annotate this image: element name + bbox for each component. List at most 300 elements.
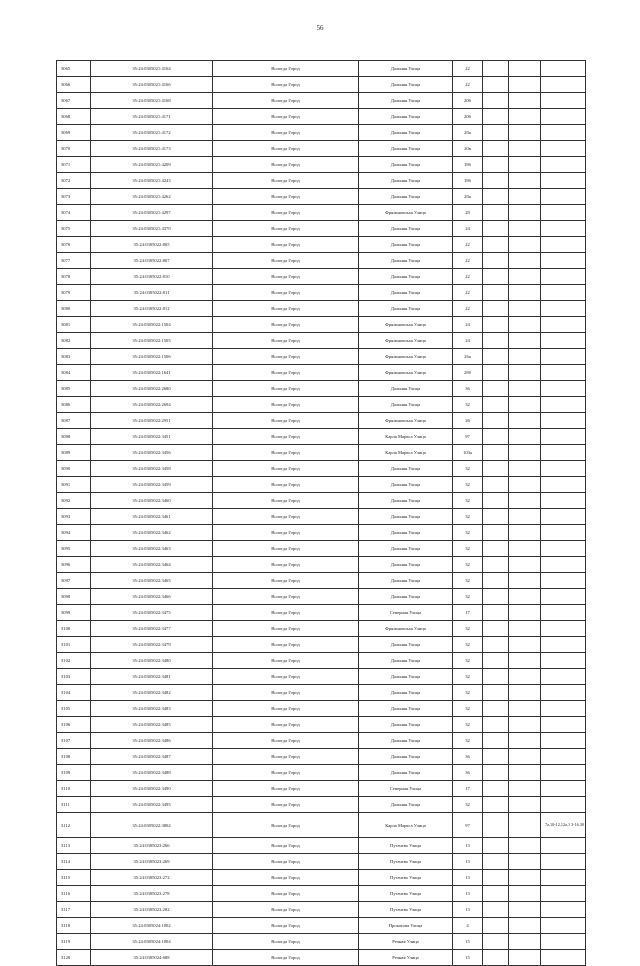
blank-cell (483, 333, 509, 349)
blank-cell (509, 125, 541, 141)
street-cell: Фрязиновская Улица (359, 621, 453, 637)
blank-cell (509, 557, 541, 573)
street-cell: Дальняя Улица (359, 493, 453, 509)
blank-cell (483, 141, 509, 157)
blank-cell (483, 525, 509, 541)
row-number-cell: 3119 (57, 934, 91, 950)
locality-cell: Вологда Город (213, 605, 359, 621)
blank-cell (509, 445, 541, 461)
cadastral-number-cell: 35:24:0305022:3479 (91, 637, 213, 653)
locality-cell: Вологда Город (213, 109, 359, 125)
cadastral-number-cell: 35:24:0305023:278 (91, 886, 213, 902)
cadastral-number-cell: 35:24:0305022:3459 (91, 477, 213, 493)
cadastral-number-cell: 35:24:0305022:1641 (91, 365, 213, 381)
table-row (57, 525, 586, 541)
house-number-cell: 13 (453, 870, 483, 886)
blank-cell (483, 77, 509, 93)
locality-cell: Вологда Город (213, 77, 359, 93)
street-cell: Фрязиновская Улица (359, 333, 453, 349)
row-number-cell: 3109 (57, 765, 91, 781)
street-cell: Северная Улица (359, 605, 453, 621)
house-number-cell: 22 (453, 269, 483, 285)
street-cell: Речная Улица (359, 934, 453, 950)
table-row (57, 317, 586, 333)
house-number-cell: 18б (453, 157, 483, 173)
blank-cell (483, 429, 509, 445)
cadastral-number-cell: 35:24:0305022:3477 (91, 621, 213, 637)
blank-cell (483, 918, 509, 934)
blank-cell (483, 717, 509, 733)
table-row (57, 838, 586, 854)
premises-note-cell (541, 669, 586, 685)
locality-cell: Вологда Город (213, 733, 359, 749)
table-row (57, 813, 586, 838)
row-number-cell: 3120 (57, 950, 91, 966)
house-number-cell: 32 (453, 637, 483, 653)
street-cell: Дальняя Улица (359, 285, 453, 301)
locality-cell: Вологда Город (213, 237, 359, 253)
row-number-cell: 3076 (57, 237, 91, 253)
locality-cell: Вологда Город (213, 477, 359, 493)
house-number-cell: 32 (453, 397, 483, 413)
table-row (57, 781, 586, 797)
premises-note-cell (541, 934, 586, 950)
house-number-cell: 32 (453, 461, 483, 477)
blank-cell (509, 157, 541, 173)
blank-cell (483, 765, 509, 781)
table-row (57, 509, 586, 525)
blank-cell (509, 413, 541, 429)
street-cell: Фрязиновская Улица (359, 317, 453, 333)
house-number-cell: 36 (453, 381, 483, 397)
blank-cell (509, 493, 541, 509)
house-number-cell: 32 (453, 525, 483, 541)
locality-cell: Вологда Город (213, 813, 359, 838)
row-number-cell: 3104 (57, 685, 91, 701)
blank-cell (509, 349, 541, 365)
row-number-cell: 3092 (57, 493, 91, 509)
table-row (57, 381, 586, 397)
blank-cell (483, 870, 509, 886)
house-number-cell: 32 (453, 669, 483, 685)
cadastral-number-cell: 35:24:0305022:3495 (91, 797, 213, 813)
premises-note-cell (541, 93, 586, 109)
street-cell: Прокатова Улица (359, 918, 453, 934)
row-number-cell: 3103 (57, 669, 91, 685)
blank-cell (509, 301, 541, 317)
street-cell: Дальняя Улица (359, 669, 453, 685)
cadastral-number-cell: 35:24:0305022:807 (91, 253, 213, 269)
premises-note-cell (541, 301, 586, 317)
cadastral-number-cell: 35:24:0305022:3802 (91, 813, 213, 838)
premises-note-cell (541, 685, 586, 701)
blank-cell (483, 253, 509, 269)
street-cell: Дальняя Улица (359, 397, 453, 413)
table-row (57, 253, 586, 269)
table-row (57, 285, 586, 301)
blank-cell (509, 621, 541, 637)
row-number-cell: 3081 (57, 317, 91, 333)
blank-cell (509, 717, 541, 733)
premises-note-cell (541, 317, 586, 333)
cadastral-number-cell: 35:24:0305021:4166 (91, 77, 213, 93)
blank-cell (509, 854, 541, 870)
cadastral-number-cell: 35:24:0305022:3451 (91, 429, 213, 445)
row-number-cell: 3065 (57, 61, 91, 77)
cadastral-number-cell: 35:24:0305022:810 (91, 269, 213, 285)
locality-cell: Вологда Город (213, 93, 359, 109)
blank-cell (483, 413, 509, 429)
locality-cell: Вологда Город (213, 349, 359, 365)
blank-cell (509, 886, 541, 902)
house-number-cell: 36 (453, 765, 483, 781)
premises-note-cell (541, 621, 586, 637)
table-row (57, 493, 586, 509)
blank-cell (509, 902, 541, 918)
locality-cell: Вологда Город (213, 509, 359, 525)
row-number-cell: 3068 (57, 109, 91, 125)
row-number-cell: 3093 (57, 509, 91, 525)
locality-cell: Вологда Город (213, 589, 359, 605)
street-cell: Дальняя Улица (359, 93, 453, 109)
cadastral-number-cell: 35:24:0305021:4168 (91, 93, 213, 109)
row-number-cell: 3089 (57, 445, 91, 461)
table-row (57, 557, 586, 573)
cadastral-number-cell: 35:24:0305021:4370 (91, 221, 213, 237)
blank-cell (509, 365, 541, 381)
row-number-cell: 3096 (57, 557, 91, 573)
premises-note-cell (541, 381, 586, 397)
blank-cell (483, 781, 509, 797)
house-number-cell: 20б (453, 109, 483, 125)
cadastral-number-cell: 35:24:0305021:4171 (91, 109, 213, 125)
premises-note-cell (541, 285, 586, 301)
house-number-cell: 22 (453, 77, 483, 93)
row-number-cell: 3079 (57, 285, 91, 301)
row-number-cell: 3110 (57, 781, 91, 797)
row-number-cell: 3101 (57, 637, 91, 653)
table-row (57, 301, 586, 317)
blank-cell (509, 429, 541, 445)
row-number-cell: 3072 (57, 173, 91, 189)
locality-cell: Вологда Город (213, 637, 359, 653)
locality-cell: Вологда Город (213, 621, 359, 637)
premises-note-cell (541, 557, 586, 573)
blank-cell (483, 733, 509, 749)
blank-cell (483, 477, 509, 493)
street-cell: Дальняя Улица (359, 525, 453, 541)
cadastral-number-cell: 35:24:0305022:3483 (91, 701, 213, 717)
locality-cell: Вологда Город (213, 838, 359, 854)
blank-cell (509, 477, 541, 493)
table-row (57, 854, 586, 870)
premises-note-cell (541, 221, 586, 237)
premises-note-cell (541, 749, 586, 765)
premises-note-cell (541, 950, 586, 966)
table-row (57, 701, 586, 717)
locality-cell: Вологда Город (213, 269, 359, 285)
row-number-cell: 3071 (57, 157, 91, 173)
street-cell: Дальняя Улица (359, 173, 453, 189)
blank-cell (483, 573, 509, 589)
table-row (57, 765, 586, 781)
house-number-cell: 32 (453, 621, 483, 637)
blank-cell (483, 813, 509, 838)
locality-cell: Вологда Город (213, 749, 359, 765)
premises-note-cell (541, 477, 586, 493)
cadastral-number-cell: 35:24:0305022:3475 (91, 605, 213, 621)
row-number-cell: 3115 (57, 870, 91, 886)
house-number-cell: 24 (453, 317, 483, 333)
premises-note-cell (541, 173, 586, 189)
street-cell: Карла Маркса Улица (359, 429, 453, 445)
locality-cell: Вологда Город (213, 886, 359, 902)
cadastral-number-cell: 35:24:0305021:4173 (91, 141, 213, 157)
blank-cell (483, 349, 509, 365)
locality-cell: Вологда Город (213, 902, 359, 918)
blank-cell (509, 141, 541, 157)
blank-cell (509, 109, 541, 125)
cadastral-number-cell: 35:24:0305022:3466 (91, 589, 213, 605)
blank-cell (509, 317, 541, 333)
street-cell: Дальняя Улица (359, 157, 453, 173)
locality-cell: Вологда Город (213, 381, 359, 397)
blank-cell (483, 886, 509, 902)
cadastral-number-cell: 35:24:0305022:3482 (91, 685, 213, 701)
cadastral-number-cell: 35:24:0305022:3487 (91, 749, 213, 765)
locality-cell: Вологда Город (213, 934, 359, 950)
blank-cell (483, 637, 509, 653)
row-number-cell: 3107 (57, 733, 91, 749)
premises-note-cell (541, 870, 586, 886)
table-row (57, 934, 586, 950)
house-number-cell: 32 (453, 701, 483, 717)
row-number-cell: 3112 (57, 813, 91, 838)
premises-note-cell (541, 797, 586, 813)
table-row (57, 77, 586, 93)
blank-cell (483, 189, 509, 205)
table-row (57, 605, 586, 621)
locality-cell: Вологда Город (213, 285, 359, 301)
house-number-cell: 15 (453, 934, 483, 950)
row-number-cell: 3088 (57, 429, 91, 445)
row-number-cell: 3102 (57, 653, 91, 669)
locality-cell: Вологда Город (213, 525, 359, 541)
blank-cell (509, 237, 541, 253)
cadastral-number-cell: 35:24:0305021:4172 (91, 125, 213, 141)
locality-cell: Вологда Город (213, 541, 359, 557)
house-number-cell: 32 (453, 685, 483, 701)
house-number-cell: 18б (453, 173, 483, 189)
locality-cell: Вологда Город (213, 157, 359, 173)
premises-note-cell (541, 413, 586, 429)
blank-cell (509, 189, 541, 205)
house-number-cell: 32 (453, 573, 483, 589)
cadastral-number-cell: 35:24:0305022:3480 (91, 653, 213, 669)
premises-note-cell (541, 854, 586, 870)
row-number-cell: 3117 (57, 902, 91, 918)
house-number-cell: 17 (453, 781, 483, 797)
cadastral-number-cell: 35:24:0305022:805 (91, 237, 213, 253)
locality-cell: Вологда Город (213, 854, 359, 870)
house-number-cell: 24 (453, 333, 483, 349)
street-cell: Дальняя Улица (359, 61, 453, 77)
street-cell: Фрязиновская Улица (359, 365, 453, 381)
row-number-cell: 3087 (57, 413, 91, 429)
premises-note-cell (541, 109, 586, 125)
table-row (57, 637, 586, 653)
blank-cell (483, 173, 509, 189)
blank-cell (483, 685, 509, 701)
premises-note-cell (541, 397, 586, 413)
table-row (57, 541, 586, 557)
premises-note-cell (541, 733, 586, 749)
cadastral-number-cell: 35:24:0305022:3463 (91, 541, 213, 557)
table-row (57, 445, 586, 461)
house-number-cell: 20а (453, 189, 483, 205)
blank-cell (483, 902, 509, 918)
table-row (57, 902, 586, 918)
house-number-cell: 4 (453, 918, 483, 934)
table-row (57, 61, 586, 77)
street-cell: Дальняя Улица (359, 461, 453, 477)
locality-cell: Вологда Город (213, 797, 359, 813)
cadastral-number-cell: 35:24:0305022:3490 (91, 781, 213, 797)
premises-note-cell (541, 765, 586, 781)
locality-cell: Вологда Город (213, 397, 359, 413)
locality-cell: Вологда Город (213, 717, 359, 733)
table-row (57, 141, 586, 157)
premises-note-cell (541, 509, 586, 525)
street-cell: Дальняя Улица (359, 573, 453, 589)
row-number-cell: 3084 (57, 365, 91, 381)
table-row (57, 717, 586, 733)
blank-cell (509, 870, 541, 886)
cadastral-number-cell: 35:24:0305021:4243 (91, 173, 213, 189)
row-number-cell: 3111 (57, 797, 91, 813)
table-row (57, 918, 586, 934)
blank-cell (483, 934, 509, 950)
house-number-cell: 13 (453, 902, 483, 918)
blank-cell (509, 269, 541, 285)
locality-cell: Вологда Город (213, 141, 359, 157)
row-number-cell: 3077 (57, 253, 91, 269)
house-number-cell: 13 (453, 854, 483, 870)
premises-note-cell (541, 525, 586, 541)
house-number-cell: 32 (453, 797, 483, 813)
premises-note-cell (541, 838, 586, 854)
house-number-cell: 103а (453, 445, 483, 461)
locality-cell: Вологда Город (213, 445, 359, 461)
locality-cell: Вологда Город (213, 685, 359, 701)
street-cell: Фрязиновская Улица (359, 205, 453, 221)
street-cell: Дальняя Улица (359, 509, 453, 525)
blank-cell (483, 381, 509, 397)
street-cell: Дальняя Улица (359, 733, 453, 749)
house-number-cell: 22 (453, 285, 483, 301)
table-row (57, 669, 586, 685)
blank-cell (509, 813, 541, 838)
blank-cell (483, 950, 509, 966)
house-number-cell: 13 (453, 838, 483, 854)
cadastral-number-cell: 35:24:0305023:266 (91, 838, 213, 854)
house-number-cell: 20б (453, 93, 483, 109)
cadastral-number-cell: 35:24:0305021:4209 (91, 157, 213, 173)
blank-cell (509, 685, 541, 701)
house-number-cell: 13 (453, 886, 483, 902)
blank-cell (483, 93, 509, 109)
row-number-cell: 3114 (57, 854, 91, 870)
locality-cell: Вологда Город (213, 557, 359, 573)
locality-cell: Вологда Город (213, 870, 359, 886)
page-number: 56 (316, 24, 324, 32)
blank-cell (509, 589, 541, 605)
premises-note-cell (541, 717, 586, 733)
cadastral-number-cell: 35:24:0305022:2694 (91, 397, 213, 413)
blank-cell (483, 605, 509, 621)
cadastral-number-cell: 35:24:0305024:688 (91, 950, 213, 966)
premises-note-cell (541, 781, 586, 797)
table-row (57, 886, 586, 902)
premises-note-cell (541, 493, 586, 509)
blank-cell (483, 237, 509, 253)
premises-note-cell (541, 237, 586, 253)
locality-cell: Вологда Город (213, 781, 359, 797)
cadastral-number-cell: 35:24:0305022:2680 (91, 381, 213, 397)
premises-note-cell (541, 205, 586, 221)
blank-cell (509, 797, 541, 813)
street-cell: Пугачева Улица (359, 838, 453, 854)
table-row (57, 413, 586, 429)
blank-cell (509, 637, 541, 653)
street-cell: Дальняя Улица (359, 125, 453, 141)
row-number-cell: 3091 (57, 477, 91, 493)
premises-note-cell (541, 589, 586, 605)
premises-note-cell (541, 918, 586, 934)
locality-cell: Вологда Город (213, 669, 359, 685)
table-row (57, 109, 586, 125)
cadastral-number-cell: 35:24:0305023:282 (91, 902, 213, 918)
blank-cell (509, 461, 541, 477)
blank-cell (509, 541, 541, 557)
blank-cell (509, 253, 541, 269)
blank-cell (483, 589, 509, 605)
blank-cell (483, 317, 509, 333)
row-number-cell: 3082 (57, 333, 91, 349)
row-number-cell: 3086 (57, 397, 91, 413)
blank-cell (509, 525, 541, 541)
table-row (57, 621, 586, 637)
blank-cell (509, 221, 541, 237)
house-number-cell: 22 (453, 253, 483, 269)
house-number-cell: 32 (453, 509, 483, 525)
blank-cell (509, 765, 541, 781)
house-number-cell: 20а (453, 125, 483, 141)
locality-cell: Вологда Город (213, 653, 359, 669)
registry-table-body (57, 61, 586, 966)
table-row (57, 749, 586, 765)
locality-cell: Вологда Город (213, 493, 359, 509)
cadastral-number-cell: 35:24:0305024:1002 (91, 918, 213, 934)
cadastral-number-cell: 35:24:0305022:2951 (91, 413, 213, 429)
locality-cell: Вологда Город (213, 189, 359, 205)
cadastral-number-cell: 35:24:0305022:3458 (91, 461, 213, 477)
house-number-cell: 22 (453, 61, 483, 77)
row-number-cell: 3097 (57, 573, 91, 589)
locality-cell: Вологда Город (213, 573, 359, 589)
locality-cell: Вологда Город (213, 701, 359, 717)
street-cell: Дальняя Улица (359, 141, 453, 157)
